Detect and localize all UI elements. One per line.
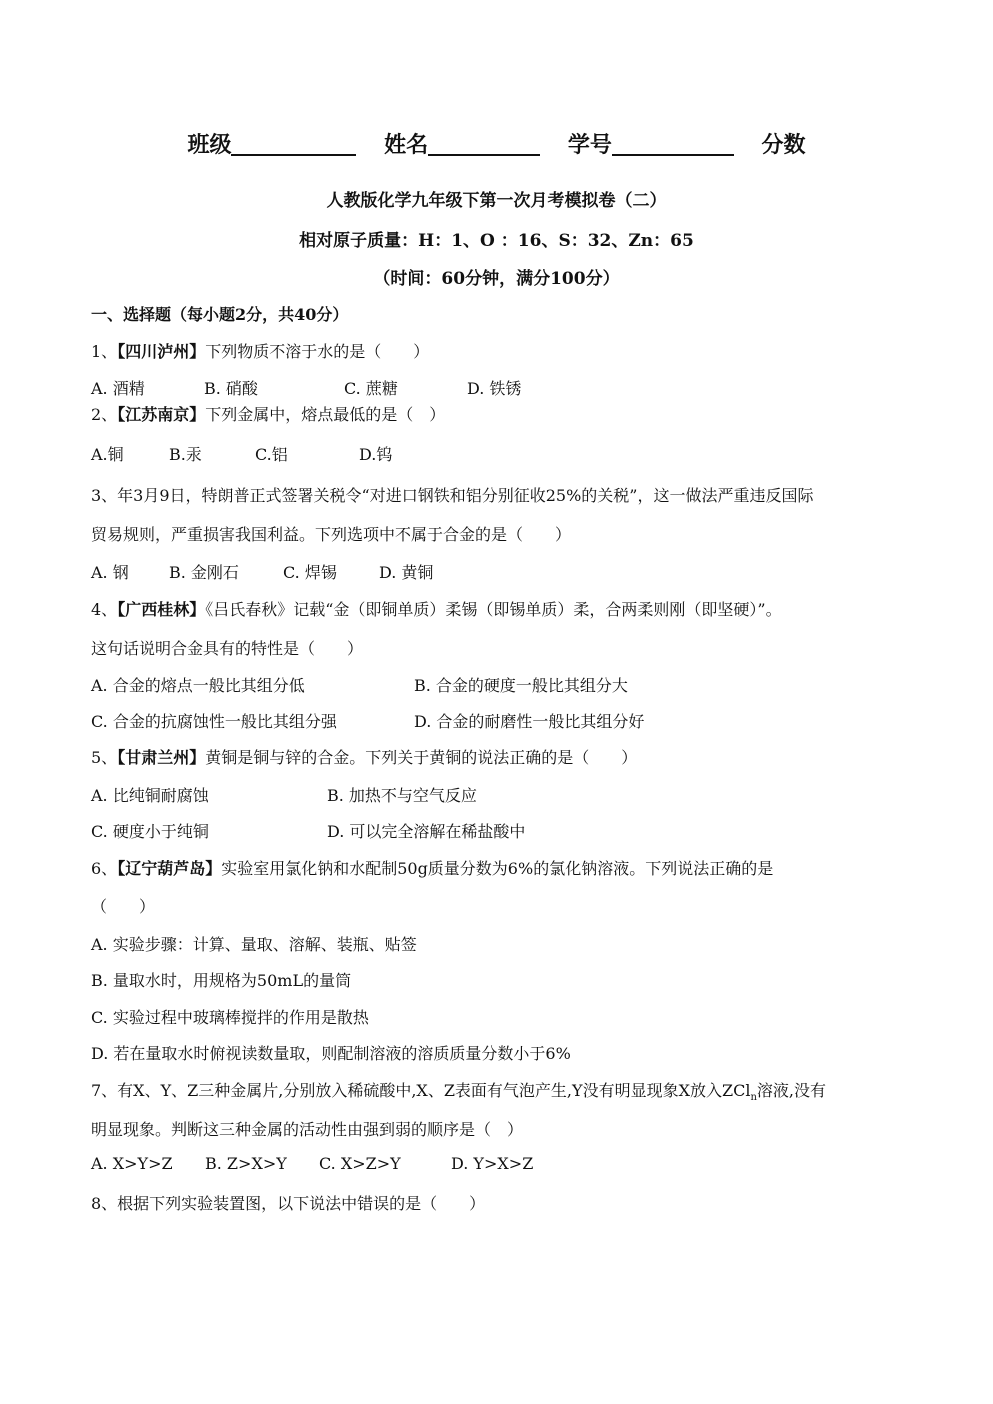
name-label: 姓名 <box>384 132 429 158</box>
question-text: 下列物质不溶于水的是（ ） <box>205 342 430 361</box>
option-a: A. 实验步骤：计算、量取、溶解、装瓶、贴签 <box>91 935 417 954</box>
option-a: A. 合金的熔点一般比其组分低 <box>91 676 305 695</box>
option-d: D.钨 <box>359 445 393 464</box>
option-c: C. 合金的抗腐蚀性一般比其组分强 <box>91 712 337 731</box>
option-c: C. X>Z>Y <box>319 1154 401 1173</box>
question-text: 《吕氏春秋》记载“金（即铜单质）柔锡（即锡单质）柔，合两柔则刚（即坚硬）”。 <box>205 600 782 619</box>
question-2 <box>91 402 445 425</box>
option-d: D. Y>X>Z <box>451 1154 534 1173</box>
option-a: A. 比纯铜耐腐蚀 <box>91 786 209 805</box>
question-number: 1、 <box>91 342 118 361</box>
question-3: 3、年3月9日，特朗普正式签署关税令“对进口钢铁和铝分别征收25%的关税”，这一做法严重违反国际 <box>91 486 814 505</box>
question-4-options-row1 <box>91 673 628 696</box>
question-text: 黄铜是铜与锌的合金。下列关于黄铜的说法正确的是（ ） <box>205 748 638 767</box>
question-2-options <box>91 442 392 465</box>
class-blank <box>231 130 356 156</box>
option-d: D. 可以完全溶解在稀盐酸中 <box>327 822 526 841</box>
option-c: C.铝 <box>255 445 288 464</box>
question-1 <box>91 339 429 362</box>
question-5-options-row1 <box>91 783 477 806</box>
option-d: D. 合金的耐磨性一般比其组分好 <box>414 712 645 731</box>
question-7-options <box>91 1154 533 1173</box>
option-b: B. Z>X>Y <box>205 1154 287 1173</box>
question-7 <box>91 1078 826 1103</box>
class-label: 班级 <box>187 132 232 158</box>
question-number: 5、 <box>91 748 118 767</box>
subscript-n: n <box>750 1092 757 1104</box>
question-source-tag: 【四川泸州】 <box>117 342 206 361</box>
question-text: 7、有X、Y、Z三种金属片,分别放入稀硫酸中,X、Z表面有气泡产生,Y没有明显现象X放入ZCl <box>91 1081 751 1100</box>
question-3-continued: 贸易规则，严重损害我国利益。下列选项中不属于合金的是（ ） <box>91 525 572 544</box>
class-field <box>187 128 356 159</box>
student-id-field <box>568 128 734 159</box>
score-field <box>762 128 806 159</box>
question-8: 8、根据下列实验装置图，以下说法中错误的是（ ） <box>91 1194 486 1213</box>
question-text-end: 溶液,没有 <box>756 1081 826 1100</box>
option-b: B.汞 <box>169 445 202 464</box>
option-c: C. 焊锡 <box>283 563 337 582</box>
time-score-info: （时间：60分钟，满分100分） <box>373 269 620 289</box>
question-6-continued: （ ） <box>91 897 156 916</box>
question-7-continued: 明显现象。判断这三种金属的活动性由强到弱的顺序是（ ） <box>91 1120 524 1139</box>
question-6 <box>91 856 773 879</box>
option-a: A. 钢 <box>91 563 129 582</box>
option-b: B. 合金的硬度一般比其组分大 <box>414 676 628 695</box>
option-a: A.铜 <box>91 445 124 464</box>
option-a: A. X>Y>Z <box>91 1154 173 1173</box>
student-id-blank <box>612 130 734 156</box>
option-c: C. 蔗糖 <box>344 379 398 398</box>
option-c: C. 硬度小于纯铜 <box>91 822 209 841</box>
option-b: B. 加热不与空气反应 <box>327 786 477 805</box>
option-a: A. 酒精 <box>91 379 145 398</box>
question-4-continued: 这句话说明合金具有的特性是（ ） <box>91 639 364 658</box>
question-5-options-row2 <box>91 819 525 842</box>
student-info-header <box>0 128 993 159</box>
question-text: 下列金属中，熔点最低的是（ ） <box>205 405 446 424</box>
option-c: C. 实验过程中玻璃棒搅拌的作用是散热 <box>91 1008 369 1027</box>
question-4 <box>91 597 782 620</box>
section-heading: 一、选择题（每小题2分，共40分） <box>91 305 349 324</box>
question-source-tag: 【江苏南京】 <box>117 405 206 424</box>
name-field <box>384 128 540 159</box>
question-number: 2、 <box>91 405 118 424</box>
option-b: B. 硝酸 <box>204 379 258 398</box>
question-5 <box>91 745 637 768</box>
question-source-tag: 【辽宁葫芦岛】 <box>117 859 222 878</box>
question-number: 6、 <box>91 859 118 878</box>
student-id-label: 学号 <box>567 132 612 158</box>
option-b: B. 量取水时，用规格为50mL的量筒 <box>91 971 352 990</box>
atomic-mass-info: 相对原子质量：H：1、O ：16、S：32、Zn：65 <box>299 231 694 251</box>
option-b: B. 金刚石 <box>169 563 239 582</box>
question-4-options-row2 <box>91 709 644 732</box>
option-d: D. 若在量取水时俯视读数量取，则配制溶液的溶质质量分数小于6% <box>91 1044 571 1063</box>
exam-title: 人教版化学九年级下第一次月考模拟卷（二） <box>326 191 667 211</box>
question-3-options <box>91 560 433 583</box>
option-d: D. 黄铜 <box>379 563 434 582</box>
question-text: 实验室用氯化钠和水配制50g质量分数为6%的氯化钠溶液。下列说法正确的是 <box>221 859 774 878</box>
question-source-tag: 【广西桂林】 <box>117 600 206 619</box>
question-source-tag: 【甘肃兰州】 <box>117 748 206 767</box>
question-1-options <box>91 376 521 399</box>
question-number: 4、 <box>91 600 118 619</box>
name-blank <box>428 130 540 156</box>
option-d: D. 铁锈 <box>467 379 522 398</box>
score-label: 分数 <box>761 132 806 158</box>
